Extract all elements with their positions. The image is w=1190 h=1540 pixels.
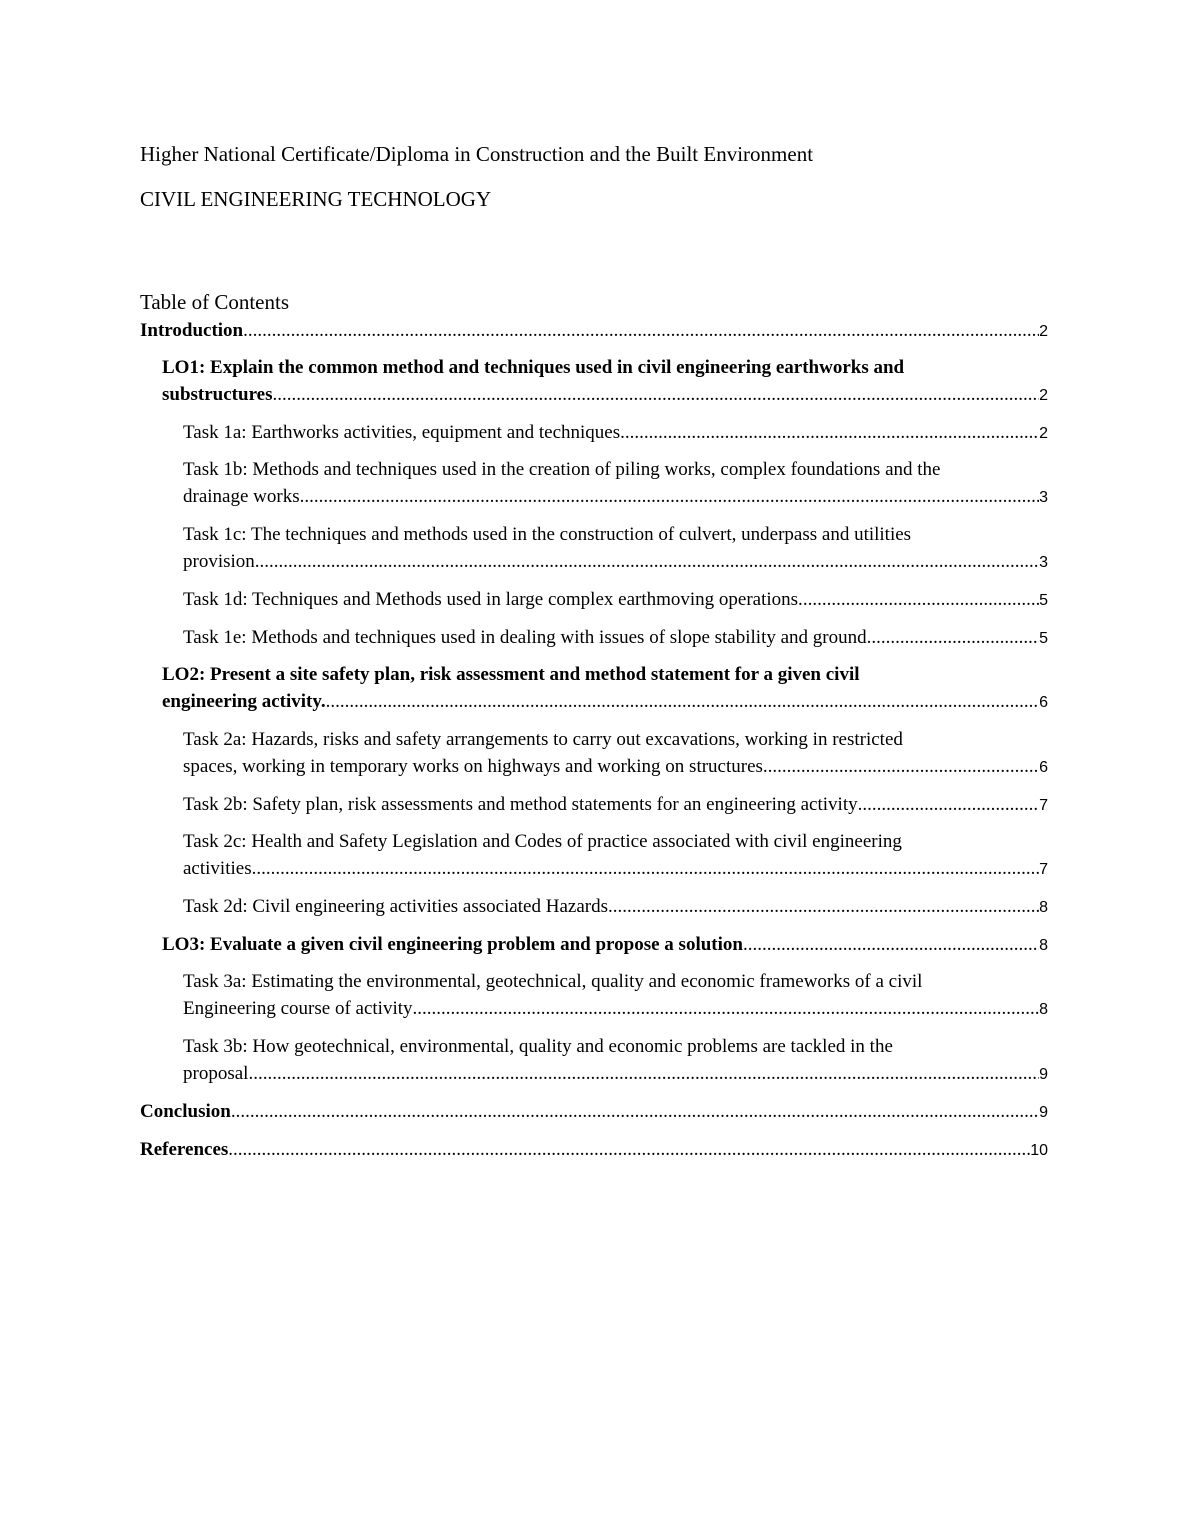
toc-entry-task-2a[interactable] [183, 726, 1048, 781]
toc-leader-dots [867, 624, 1039, 651]
toc-page-number: 5 [1039, 630, 1048, 647]
toc-page-number: 8 [1039, 1001, 1048, 1018]
toc-leader-dots [768, 753, 1039, 780]
toc-entry-task-1c[interactable] [183, 521, 1048, 576]
toc-entry-lo1[interactable] [162, 354, 1048, 409]
toc-entry-lo2[interactable] [162, 661, 1048, 716]
toc-entry-conclusion[interactable] [140, 1098, 1048, 1126]
toc-page-number: 7 [1039, 797, 1048, 814]
toc-leader-dots [252, 855, 1040, 882]
toc-entry-text: Introduction [140, 320, 244, 341]
toc-leader-dots [613, 893, 1039, 920]
toc-entry-text-line1: LO1: Explain the common method and techniques used in civil engineering earthworks and [162, 357, 905, 378]
toc-entry-text: References [140, 1139, 229, 1160]
toc-entry-task-1b[interactable] [183, 456, 1048, 511]
toc-entry-text-line1: Task 3a: Estimating the environmental, geotechnical, quality and economic frameworks of a civil [183, 971, 923, 992]
toc-page-number: 2 [1039, 323, 1048, 340]
toc-entry-text: Task 1e: Methods and techniques used in dealing with issues of slope stability and ground [183, 627, 867, 648]
toc-entry-text: Conclusion [140, 1101, 231, 1122]
toc-leader-dots [743, 931, 1039, 958]
toc-entry-task-2c[interactable] [183, 828, 1048, 883]
toc-entry-text: drainage works [183, 486, 300, 507]
toc-entry-task-1e[interactable] [183, 624, 1048, 652]
toc-leader-dots [255, 548, 1039, 575]
toc-entry-text: proposal [183, 1063, 249, 1084]
toc-leader-dots [326, 688, 1040, 715]
toc-entry-task-1a[interactable] [183, 419, 1048, 447]
toc-page-number: 2 [1039, 387, 1048, 404]
toc-entry-text-line1: Task 1c: The techniques and methods used in the construction of culvert, underpass and utilities [183, 524, 912, 545]
toc-entry-text: provision [183, 551, 255, 572]
toc-page-number: 6 [1039, 694, 1048, 711]
toc-page-number: 8 [1039, 899, 1048, 916]
toc-entry-text-line1: Task 3b: How geotechnical, environmental, quality and economic problems are tackled in the [183, 1036, 893, 1057]
toc-entry-text: Task 2d: Civil engineering activities associated Hazards. [183, 896, 613, 917]
toc-entry-task-2d[interactable] [183, 893, 1048, 921]
toc-leader-dots [228, 1136, 1030, 1163]
toc-leader-dots [413, 995, 1040, 1022]
toc-entry-text: LO3: Evaluate a given civil engineering problem and propose a solution [162, 934, 743, 955]
toc-entry-task-3b[interactable] [183, 1033, 1048, 1088]
toc-page-number: 8 [1039, 937, 1048, 954]
toc-entry-text: Task 1a: Earthworks activities, equipment and techniques. [183, 422, 625, 443]
toc-entry-task-2b[interactable] [183, 791, 1048, 819]
toc-entry-text-line1: LO2: Present a site safety plan, risk assessment and method statement for a given civil [162, 664, 860, 685]
toc-leader-dots [625, 419, 1039, 446]
toc-entry-text: activities [183, 858, 252, 879]
toc-page-number: 9 [1039, 1066, 1048, 1083]
toc-leader-dots [231, 1098, 1039, 1125]
toc-page-number: 3 [1039, 554, 1048, 571]
toc-page-number: 10 [1030, 1142, 1048, 1159]
toc-leader-dots [803, 586, 1039, 613]
toc-entry-lo3[interactable] [162, 931, 1048, 959]
toc-heading: Table of Contents [140, 290, 289, 314]
toc-page-number: 5 [1039, 592, 1048, 609]
toc-entry-text: spaces, working in temporary works on highways and working on structures. [183, 756, 768, 777]
toc-entry-text: Engineering course of activity [183, 998, 413, 1019]
toc-entry-text-line1: Task 2c: Health and Safety Legislation and Codes of practice associated with civil engineering [183, 831, 902, 852]
toc-leader-dots [273, 381, 1040, 408]
document-title: Higher National Certificate/Diploma in Construction and the Built Environment [140, 142, 814, 166]
toc-leader-dots [300, 483, 1039, 510]
toc-entry-introduction[interactable] [140, 317, 1048, 345]
toc-page-number: 9 [1039, 1104, 1048, 1121]
toc-page-number: 3 [1039, 489, 1048, 506]
toc-leader-dots [243, 317, 1039, 344]
toc-entry-task-3a[interactable] [183, 968, 1048, 1023]
toc-entry-text: Task 1d: Techniques and Methods used in large complex earthmoving operations. [183, 589, 803, 610]
toc-page-number: 7 [1039, 861, 1048, 878]
document-subtitle: CIVIL ENGINEERING TECHNOLOGY [140, 187, 492, 211]
toc-entry-text-line1: Task 2a: Hazards, risks and safety arrangements to carry out excavations, working in restricted [183, 729, 903, 750]
toc-page-number: 2 [1039, 425, 1048, 442]
toc-leader-dots [858, 791, 1040, 818]
toc-entry-text: Task 2b: Safety plan, risk assessments and method statements for an engineering activity [183, 794, 858, 815]
toc-entry-text-line1: Task 1b: Methods and techniques used in the creation of piling works, complex foundations and the [183, 459, 941, 480]
toc-leader-dots [248, 1060, 1039, 1087]
toc-entry-task-1d[interactable] [183, 586, 1048, 614]
toc-page-number: 6 [1039, 759, 1048, 776]
toc-entry-text: engineering activity. [162, 691, 326, 712]
toc-entry-references[interactable] [140, 1136, 1048, 1164]
toc-entry-text: substructures [162, 384, 273, 405]
